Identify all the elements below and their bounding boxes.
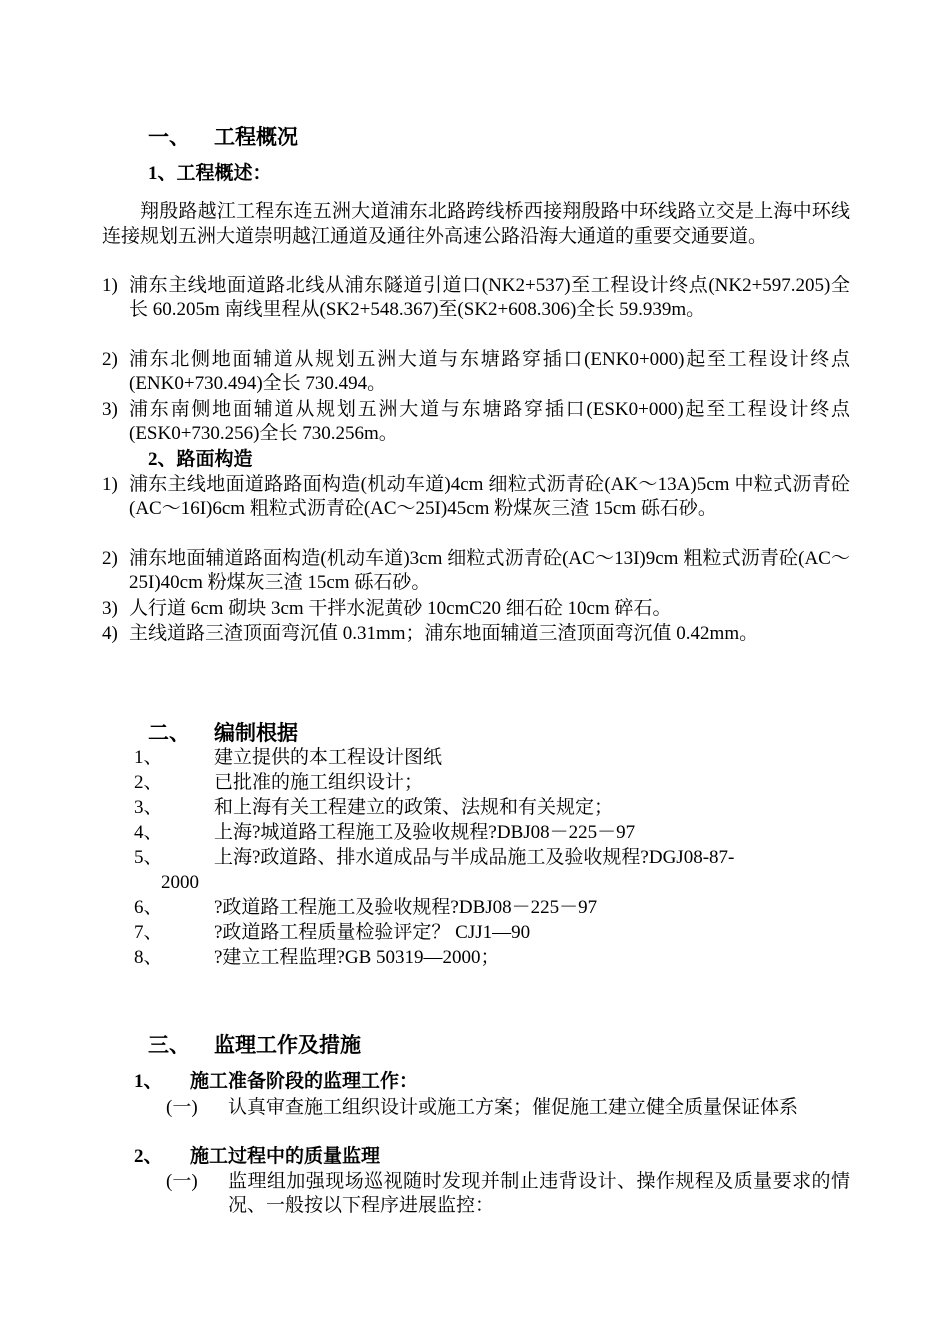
list-item [102, 473, 850, 521]
section1-number: 一、 [148, 125, 190, 149]
list-item-number: 4) [102, 623, 118, 644]
list-item-number: (一) [166, 1171, 198, 1192]
list-item-text: 已批准的施工组织设计； [214, 772, 424, 793]
section2-heading [148, 720, 298, 746]
list-item-text: 主线道路三渣顶面弯沉值 0.31mm；浦东地面辅道三渣顶面弯沉值 0.42mm。 [129, 623, 759, 644]
list-item [102, 398, 850, 446]
list-item-text: 人行道 6cm 砌块 3cm 干拌水泥黄砂 10cmC20 细石砼 10cm 碎石。 [129, 598, 672, 619]
list-item [102, 274, 850, 322]
list-item [102, 547, 850, 595]
section3-heading [148, 1032, 361, 1058]
list-item-number: 3) [102, 399, 118, 420]
section1-heading [148, 124, 298, 150]
subheading-text: 施工准备阶段的监理工作： [190, 1071, 419, 1092]
list-item-number: 1、 [134, 747, 163, 768]
list-item-number: 2、 [134, 772, 163, 793]
section3-title: 监理工作及措施 [214, 1033, 361, 1057]
section3-number: 三、 [148, 1033, 190, 1057]
list-item [102, 597, 850, 621]
list-item-number: 7、 [134, 922, 163, 943]
section2-number: 二、 [148, 721, 190, 745]
list-item-number: 2) [102, 548, 118, 569]
list-item-text: 认真审查施工组织设计或施工方案；催促施工建立健全质量保证体系 [228, 1097, 799, 1118]
list-item-text: 建立提供的本工程设计图纸 [214, 747, 443, 768]
list-item-number: (一) [166, 1097, 198, 1118]
list-item-text: ?政道路工程施工及验收规程?DBJ08－225－97 [214, 897, 598, 918]
list-item-continuation: 2000 [161, 872, 199, 893]
list-item-text: 和上海有关工程建立的政策、法规和有关规定； [214, 797, 614, 818]
list-item-text: 浦东南侧地面辅道从规划五洲大道与东塘路穿插口(ESK0+000)起至工程设计终点(ESK0+730.256)全长 730.256m。 [129, 399, 850, 444]
list-item [166, 1096, 850, 1120]
list-item [102, 348, 850, 396]
list-item-number: 6、 [134, 897, 163, 918]
list-item-text: 上海?城道路工程施工及验收规程?DBJ08－225－97 [214, 822, 636, 843]
list-item-number: 1) [102, 474, 118, 495]
list-item-text: 上海?政道路、排水道成品与半成品施工及验收规程?DGJ08-87- [214, 847, 735, 868]
list-item-number: 8、 [134, 947, 163, 968]
list-item [166, 1170, 850, 1218]
list-item-number: 5、 [134, 847, 163, 868]
list-item-number: 2) [102, 349, 118, 370]
section2-title: 编制根据 [214, 721, 298, 745]
list-item-text: 浦东北侧地面辅道从规划五洲大道与东塘路穿插口(ENK0+000)起至工程设计终点(ENK0+730.494)全长 730.494。 [129, 349, 850, 394]
subheading-text: 施工过程中的质量监理 [190, 1146, 381, 1167]
list-item-text: 浦东主线地面道路路面构造(机动车道)4cm 细粒式沥青砼(AK～13A)5cm 中粒式沥青砼(AC～16I)6cm 粗粒式沥青砼(AC～25I)45cm 粉煤灰三渣 15cm 砾石砂。 [129, 474, 850, 519]
list-item-number: 4、 [134, 822, 163, 843]
section1-sub2: 2、路面构造 [148, 449, 253, 470]
list-item-text: 浦东地面辅道路面构造(机动车道)3cm 细粒式沥青砼(AC～13I)9cm 粗粒式沥青砼(AC～25I)40cm 粉煤灰三渣 15cm 砾石砂。 [129, 548, 850, 593]
section1-intro: 翔殷路越江工程东连五洲大道浦东北路跨线桥西接翔殷路中环线路立交是上海中环线连接规划五洲大道崇明越江通道及通往外高速公路沿海大通道的重要交通要道。 [102, 201, 850, 247]
list-item [102, 622, 850, 646]
list-item-number: 3) [102, 598, 118, 619]
list-item-text: 浦东主线地面道路北线从浦东隧道引道口(NK2+537)至工程设计终点(NK2+597.205)全长 60.205m 南线里程从(SK2+548.367)至(SK2+608.306)全长 59.939m。 [129, 275, 850, 320]
subheading-number: 1、 [134, 1071, 163, 1092]
list-item-number: 1) [102, 275, 118, 296]
list-item-text: 监理组加强现场巡视随时发现并制止违背设计、操作规程及质量要求的情况、一般按以下程序进展监控： [228, 1171, 850, 1216]
list-item-text: ?政道路工程质量检验评定？ CJJ1—90 [214, 922, 531, 943]
list-item-text: ?建立工程监理?GB 50319—2000； [214, 947, 500, 968]
section1-title: 工程概况 [214, 125, 298, 149]
section1-sub1: 1、工程概述： [148, 163, 272, 184]
subheading-number: 2、 [134, 1146, 163, 1167]
list-item-number: 3、 [134, 797, 163, 818]
